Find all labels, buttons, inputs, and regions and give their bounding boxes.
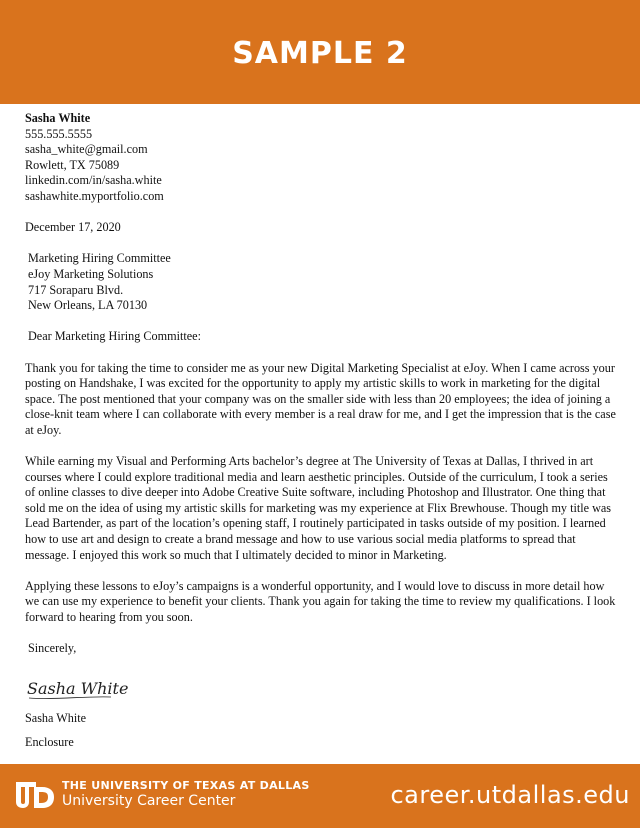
recipient-line: 717 Soraparu Blvd. (28, 282, 124, 297)
salutation: Dear Marketing Hiring Committee: (28, 329, 201, 344)
sender-block (25, 111, 617, 205)
recipient-line: Marketing Hiring Committee (28, 251, 171, 266)
page-title: SAMPLE 2 (232, 35, 408, 71)
utd-logo-icon (14, 778, 56, 814)
body-paragraph: Thank you for taking the time to consider me as your new Digital Marketing Specialist at eJoy. When I came across your posting on Handshake, I was excited for the opportunity to apply my artistic skills to work in marketing for the digital space. The post mentioned that your company was on the smaller side with less than 20 employees; the idea of joining a close-knit team where I can collaborate with every member is a real draw for me, and I get the impression that is the case at eJoy. (25, 360, 616, 437)
signature-text: Sasha White (27, 679, 129, 698)
letter-date: December 17, 2020 (25, 220, 121, 235)
signed-name: Sasha White (25, 711, 87, 725)
sender-linkedin: linkedin.com/in/sasha.white (25, 173, 162, 188)
recipient-line: New Orleans, LA 70130 (28, 298, 148, 313)
sender-name: Sasha White (25, 111, 91, 125)
enclosure-note: Enclosure (25, 735, 74, 749)
career-center-url[interactable]: career.utdallas.edu (390, 781, 630, 809)
sender-phone: 555.555.5555 (25, 126, 93, 141)
signature (25, 674, 135, 704)
body-paragraph: Applying these lessons to eJoy’s campaigns is a wonderful opportunity, and I would love to discuss in more detail how we can use my experience to benefit your clients. Thank you again for taking the time to review my qualifications. I look forward to hearing from you soon. (25, 578, 616, 624)
career-center-name: University Career Center (62, 793, 236, 809)
header-banner (0, 0, 640, 104)
body-paragraph: While earning my Visual and Performing Arts bachelor’s degree at The University of Texas at Dallas, I thrived in art courses where I could explore traditional media and learn aesthetic principles. Outside of the curriculum, I took a series of online classes to dive deeper into Adobe Creative Suite software, including Photoshop and Illustrator. One thing that sold me on the idea of using my artistic skills for marketing was my experience at Flix Brewhouse. Though my title was Lead Bartender, as part of the location’s opening staff, I routinely participated in tasks outside of my position. I learned how to use art and design to create a brand message and how to use various social media platforms to spread that message. I enjoyed this work so much that I ultimately decided to minor in Marketing. (25, 454, 612, 562)
footer-banner (0, 764, 640, 828)
closing: Sincerely, (28, 641, 77, 656)
recipient-line: eJoy Marketing Solutions (28, 266, 154, 281)
recipient-block (25, 251, 617, 313)
sender-city: Rowlett, TX 75089 (25, 157, 120, 172)
cover-letter (25, 111, 617, 657)
university-name: THE UNIVERSITY OF TEXAS AT DALLAS (62, 779, 310, 792)
sender-email: sasha_white@gmail.com (25, 142, 148, 157)
sender-portfolio: sashawhite.myportfolio.com (25, 188, 164, 203)
